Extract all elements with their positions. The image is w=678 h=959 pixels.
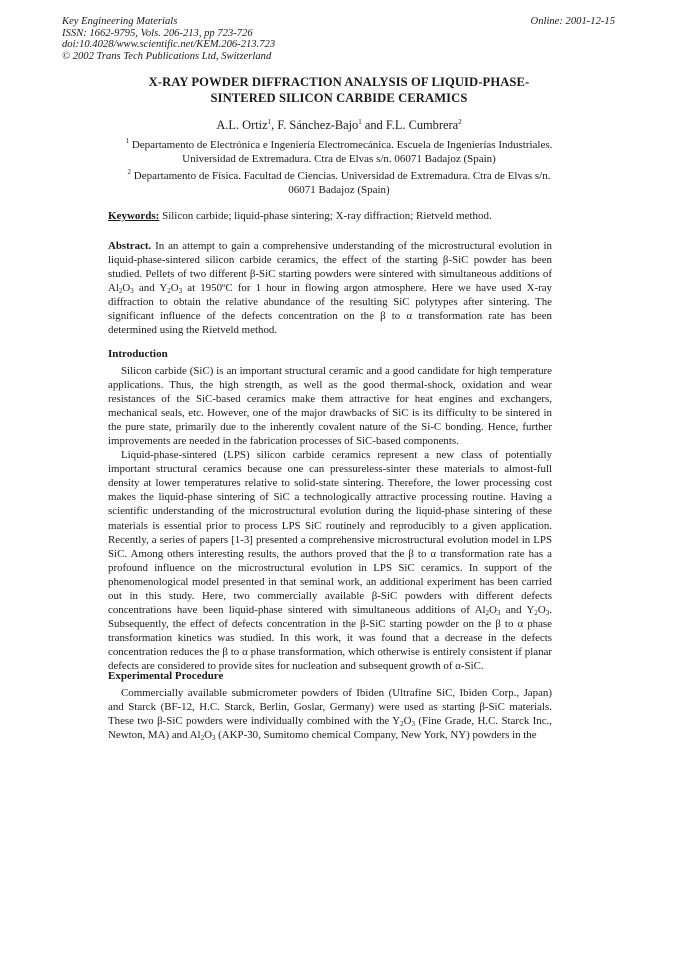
paragraph-text: O [489,603,497,616]
journal-header [62,16,275,62]
copyright-line: © 2002 Trans Tech Publications Ltd, Switzerland [62,50,272,62]
subscript: 3 [545,608,550,617]
paragraph-text: . Subsequently, the effect of defects concentration in the β-SiC starting powder on the β to α phase transformation kinetics was studied. In this work, it was found that a decrease in the defects concentration reduces the β to α phase transformation, which otherwise is entirely consistent if planar defects are considered to provide sites for nucleation and subsequent growth of α-SiC. [108,603,552,672]
experimental-body [108,686,552,742]
subscript: 3 [178,287,183,296]
subscript: 2 [534,608,538,617]
keywords-text: Silicon carbide; liquid-phase sintering; X-ray diffraction; Rietveld method. [159,210,492,222]
introduction-heading: Introduction [108,348,168,360]
paragraph-text: (Fine Grade, H.C. Starck Inc., Newton, MA) and Al [108,715,553,742]
abstract-text: at 1950ºC for 1 hour in flowing argon atmosphere. Here we have used X-ray diffraction to obtain the relative abundance of the resulting SiC polytypes after sintering. The significant influence of the defects concentration on the β to α transformation rate has been determined using the Rietveld method. [108,282,552,337]
introduction-paragraph-1: Silicon carbide (SiC) is an important structural ceramic and a good candidate for high temperature applications. Thus, the high strength, as well as the good thermal-shock, oxidation and wear resistances of the SiC-based ceramics make them attractive for heat engines and exchangers, mechanical seals, etc. However, one of the major drawbacks of SiC is its difficulty to be sintered in the pure state, primarily due to the inherently covalent nature of the Si-C bonding. Hence, further improvements are needed in the fabrication processes of SiC-based components. [108,365,552,448]
introduction-paragraph-2 [108,448,552,673]
abstract-text: O [122,282,131,295]
journal-name: Key Engineering Materials [62,16,178,27]
affiliation-1-line-2: Universidad de Extremadura. Ctra de Elvas s/n. 06071 Badajoz (Spain) [182,153,496,165]
subscript: 2 [118,287,123,296]
experimental-paragraph-1 [108,686,552,742]
affiliation-1-mark: 1 [125,137,130,145]
experimental-heading: Experimental Procedure [108,670,224,682]
author-2: F. Sánchez-Bajo [277,118,359,132]
author-1-affiliation-mark: 1 [267,118,272,126]
paragraph-text: and Y [500,603,535,616]
author-3-affiliation-mark: 2 [458,118,462,126]
subscript: 3 [130,287,134,296]
affiliation-2-mark: 2 [127,168,132,176]
author-1: A.L. Ortiz [216,118,268,132]
paragraph-text: O [204,729,212,742]
online-date: Online: 2001-12-15 [530,16,615,27]
keywords [108,210,492,222]
subscript: 3 [496,608,501,617]
paragraph-text: O [403,715,412,728]
paragraph-text: O [537,603,546,616]
subscript: 3 [211,734,216,743]
abstract-text: O [170,282,179,295]
subscript: 2 [400,720,404,729]
subscript: 2 [200,734,205,743]
abstract-text: and Y [133,282,168,295]
doi-line: doi:10.4028/www.scientific.net/KEM.206-213.723 [62,39,276,51]
affiliation-1 [100,138,578,166]
paragraph-text: Commercially available submicrometer powders of Ibiden (Ultrafine SiC, Ibiden Corp., Japan) and Starck (BF-12, H.C. Starck, Berlin, Goslar, Germany) were used as starting β-SiC materials. These two β-SiC powders were individually combined with the Y [108,687,552,728]
subscript: 2 [167,287,171,296]
author-separator: , [271,118,278,132]
affiliation-2-line-2: 06071 Badajoz (Spain) [288,184,390,196]
abstract [108,239,552,337]
author-2-affiliation-mark: 1 [358,118,362,126]
author-3: F.L. Cumbrera [385,118,459,132]
affiliation-1-line-1: Departamento de Electrónica e Ingeniería Electromecánica. Escuela de Ingenierías Industriales. [129,139,553,151]
title-line-2: SINTERED SILICON CARBIDE CERAMICS [210,90,468,105]
abstract-paragraph [108,239,552,337]
subscript: 2 [485,608,490,617]
title-line-1: X-RAY POWDER DIFFRACTION ANALYSIS OF LIQUID-PHASE- [148,75,530,89]
paragraph-text: Liquid-phase-sintered (LPS) silicon carbide ceramics represent a new class of potentially important structural ceramics because one can pressureless-sinter these materials to almost-full density at lower temperatures relative to solid-state sintering. Therefore, the lower processing cost makes the liquid-phase sintering of SiC a technologically attractive processing routine. Having a scientific understanding of the microstructural evolution during the liquid-phase sintering of these materials is essential prior to process LPS SiC routinely and reproducibly to a given application. Recently, a series of papers [1-3] presented a comprehensive microstructural evolution model in LPS SiC. Among others interesting results, the authors proved that the β to α transformation rate has a profound influence on the microstructural evolution in LPS SiC ceramics. In support of the phenomenological model presented in that seminal work, an additional experiment has been carried out in this study. Here, two commercially available β-SiC powders with different defects concentrations have been liquid-phase sintered with simultaneous additions of Al [108,449,552,616]
paragraph-text: (AKP-30, Sumitomo chemical Company, New York, NY) powders in the [215,729,537,742]
introduction-body [108,364,552,673]
abstract-text: In an attempt to gain a comprehensive understanding of the microstructural evolution in liquid-phase-sintered silicon carbide ceramics, the effect of the starting β-SiC powder has been studied. Pellets of two different β-SiC starting powders were sintered with simultaneous additions of Al [108,240,552,295]
subscript: 3 [411,720,415,729]
author-list [60,118,618,133]
paper-title [100,75,578,106]
affiliation-2-line-1: Departamento de Física. Facultad de Ciencias. Universidad de Extremadura. Ctra de Elvas s/n. [131,170,551,182]
issn-line: ISSN: 1662-9795, Vols. 206-213, pp 723-726 [62,27,253,39]
abstract-label: Abstract. [108,240,152,252]
affiliation-2 [100,169,578,197]
author-separator: and [361,118,386,132]
keywords-label: Keywords: [108,210,160,222]
